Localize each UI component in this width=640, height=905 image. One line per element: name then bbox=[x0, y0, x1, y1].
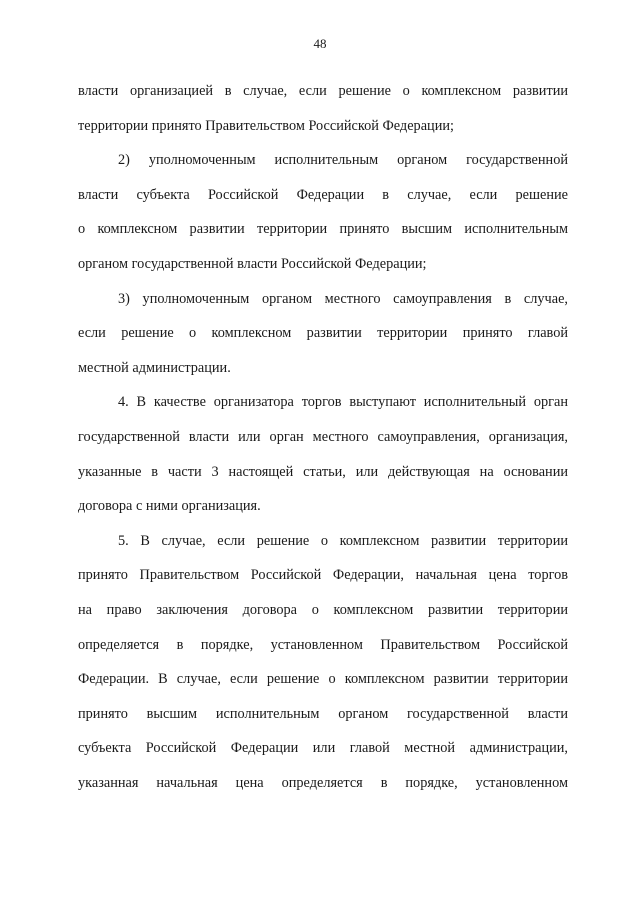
text-line: 5. В случае, если решение о комплексном развитии территории bbox=[118, 532, 568, 549]
text-line: территории принято Правительством Российской Федерации; bbox=[78, 117, 454, 134]
text-line: местной администрации. bbox=[78, 359, 231, 376]
paragraph bbox=[78, 74, 568, 143]
text-line: указанная начальная цена определяется в порядке, установленном bbox=[78, 774, 568, 791]
text-line: определяется в порядке, установленном Правительством Российской bbox=[78, 636, 568, 653]
text-line: договора с ними организация. bbox=[78, 498, 261, 515]
page-number: 48 bbox=[313, 36, 327, 51]
text-line: Федерации. В случае, если решение о комплексном развитии территории bbox=[78, 671, 568, 688]
text-line: 4. В качестве организатора торгов выступают исполнительный орган bbox=[118, 394, 568, 411]
text-line: о комплексном развитии территории принято высшим исполнительным bbox=[78, 221, 568, 238]
text-line: власти организацией в случае, если решение о комплексном развитии bbox=[78, 83, 568, 99]
text-line: принято высшим исполнительным органом государственной власти bbox=[78, 705, 568, 722]
text-line: принято Правительством Российской Федерации, начальная цена торгов bbox=[78, 567, 568, 584]
paragraph bbox=[78, 524, 568, 801]
text-line: указанные в части 3 настоящей статьи, или действующая на основании bbox=[78, 463, 568, 480]
paragraph bbox=[78, 385, 568, 523]
paragraph bbox=[78, 282, 568, 386]
text-line: субъекта Российской Федерации или главой местной администрации, bbox=[78, 740, 568, 757]
text-line: 2) уполномоченным исполнительным органом государственной bbox=[118, 152, 568, 169]
text-line: государственной власти или орган местного самоуправления, организация, bbox=[78, 428, 568, 445]
text-line: на право заключения договора о комплексном развитии территории bbox=[78, 601, 568, 618]
document-body bbox=[78, 74, 568, 800]
text-line: 3) уполномоченным органом местного самоуправления в случае, bbox=[118, 290, 568, 307]
text-line: если решение о комплексном развитии территории принято главой bbox=[78, 325, 568, 342]
paragraph bbox=[78, 143, 568, 281]
text-line: органом государственной власти Российской Федерации; bbox=[78, 255, 427, 272]
text-line: власти субъекта Российской Федерации в случае, если решение bbox=[78, 186, 568, 203]
